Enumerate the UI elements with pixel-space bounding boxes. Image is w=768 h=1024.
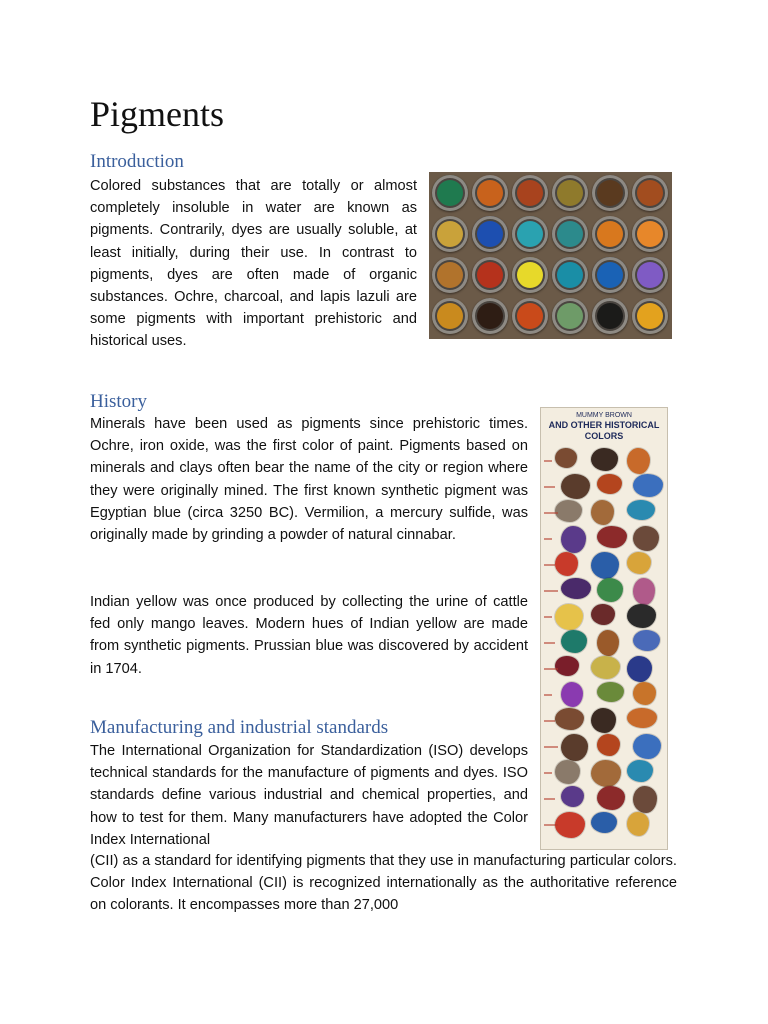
pigment-swatch [627, 760, 653, 782]
pigment-jar [592, 298, 628, 334]
pigment-jar [592, 216, 628, 252]
manufacturing-paragraph-part-2: (CII) as a standard for identifying pigments that they use in manufacturing particular colors. Color Index International (CII) is recognized internationally as the authoritative reference on colorants. It encompasses more than 27,000 [90, 853, 677, 914]
poster-caption-mark [544, 668, 558, 670]
pigment-jar [552, 216, 588, 252]
poster-caption-mark [544, 538, 552, 540]
page-title: Pigments [90, 94, 225, 134]
pigment-swatch [555, 812, 585, 838]
pigment-jar [552, 298, 588, 334]
pigment-swatch [597, 682, 624, 702]
pigment-swatch [633, 474, 663, 497]
pigment-swatch [561, 734, 588, 761]
pigment-jar [432, 257, 468, 293]
pigment-swatch [591, 500, 614, 525]
pigment-swatch [633, 734, 661, 759]
pigment-swatch [633, 526, 659, 551]
section-heading-history: History [90, 391, 147, 412]
poster-caption-mark [544, 616, 552, 618]
pigment-swatch [597, 474, 622, 494]
pigment-swatch [591, 760, 621, 787]
pigment-jar [632, 257, 668, 293]
pigment-swatch [627, 708, 657, 728]
pigment-jar [472, 216, 508, 252]
pigment-jar [432, 216, 468, 252]
pigment-jar [552, 257, 588, 293]
pigment-swatch [597, 630, 619, 656]
pigment-jar [512, 298, 548, 334]
pigment-swatch [597, 734, 620, 756]
poster-caption-mark [544, 824, 558, 826]
pigment-swatch [561, 578, 591, 599]
pigment-swatch [633, 630, 660, 651]
pigment-swatch [561, 526, 586, 553]
poster-caption-mark [544, 460, 552, 462]
pigment-jar [512, 216, 548, 252]
pigment-swatch [591, 708, 616, 733]
pigment-swatch [627, 500, 655, 520]
pigment-jar [472, 257, 508, 293]
pigment-swatch [555, 552, 578, 576]
poster-caption-mark [544, 564, 555, 566]
poster-caption-mark [544, 486, 555, 488]
pigment-swatch [627, 656, 652, 682]
pigment-jars-photo [429, 172, 672, 339]
pigment-swatch [597, 578, 623, 602]
poster-title-line-1: MUMMY BROWN [576, 412, 632, 419]
pigment-jar [632, 298, 668, 334]
pigment-jar [592, 257, 628, 293]
pigment-swatch [627, 448, 650, 474]
section-heading-manufacturing: Manufacturing and industrial standards [90, 717, 389, 738]
poster-caption-mark [544, 746, 558, 748]
section-heading-introduction: Introduction [90, 151, 184, 172]
pigment-jar [432, 298, 468, 334]
pigment-swatch [591, 552, 619, 579]
pigment-jar [512, 257, 548, 293]
pigment-jar [512, 175, 548, 211]
pigment-jar [552, 175, 588, 211]
pigment-swatch [555, 448, 577, 468]
introduction-paragraph: Colored substances that are totally or almost completely insoluble in water are known as pigments. Contrarily, dyes are usually soluble, at least initially, during their use. In contrast to pigments, dyes are often made of organic substances. Ochre, charcoal, and lapis lazuli are some pigments with important prehistoric and historical uses. [90, 178, 417, 350]
poster-caption-mark [544, 720, 555, 722]
pigment-swatch [591, 604, 615, 625]
pigment-swatch [597, 526, 627, 548]
pigment-swatch [627, 552, 651, 574]
history-paragraph-1: Minerals have been used as pigments since prehistoric times. Ochre, iron oxide, was the first color of paint. Pigments based on minerals and clays often bear the name of the city or region where they were originally mined. The first known synthetic pigment was Egyptian blue (circa 3250 BC). Vermilion, a mercury sulfide, was originally made by grinding a powder of natural cinnabar. [90, 416, 528, 544]
pigment-jar [472, 298, 508, 334]
pigment-swatch [555, 604, 583, 630]
poster-caption-mark [544, 642, 555, 644]
pigment-jar [632, 175, 668, 211]
pigment-swatch [633, 682, 656, 705]
pigment-swatch [555, 708, 584, 730]
pigment-swatch [627, 604, 656, 628]
pigment-swatch [561, 474, 590, 499]
pigment-swatch [597, 786, 625, 810]
pigment-swatch [555, 760, 580, 784]
pigment-jar [472, 175, 508, 211]
pigment-swatch [591, 656, 620, 679]
pigment-swatch [591, 448, 618, 471]
poster-caption-mark [544, 694, 552, 696]
poster-title-line-2: AND OTHER HISTORICAL COLORS [548, 420, 660, 441]
poster-caption-mark [544, 590, 558, 592]
pigment-swatch [633, 786, 657, 813]
pigment-jar [432, 175, 468, 211]
poster-caption-mark [544, 772, 552, 774]
poster-caption-mark [544, 512, 558, 514]
pigment-swatch [555, 656, 579, 676]
pigment-swatch [627, 812, 649, 836]
poster-title [545, 412, 663, 442]
pigment-jar [632, 216, 668, 252]
pigment-swatch [561, 682, 583, 707]
history-paragraph-2: Indian yellow was once produced by collecting the urine of cattle fed only mango leaves. Modern hues of Indian yellow are made from synthetic pigments. Prussian blue was discovered by accident in 1704. [90, 594, 528, 677]
poster-caption-mark [544, 798, 555, 800]
pigment-swatch [561, 786, 584, 807]
pigment-jar [592, 175, 628, 211]
pigment-swatch [591, 812, 617, 833]
manufacturing-paragraph-part-1: The International Organization for Standardization (ISO) develops technical standards for the manufacture of pigments and dyes. ISO standards define various industrial and chemical properties, and how to test for them. Many manufacturers have adopted the Color Index International [90, 743, 528, 848]
pigment-swatch [561, 630, 587, 653]
pigment-swatch [555, 500, 582, 522]
pigment-swatch [633, 578, 655, 605]
historical-colors-poster [540, 407, 668, 850]
